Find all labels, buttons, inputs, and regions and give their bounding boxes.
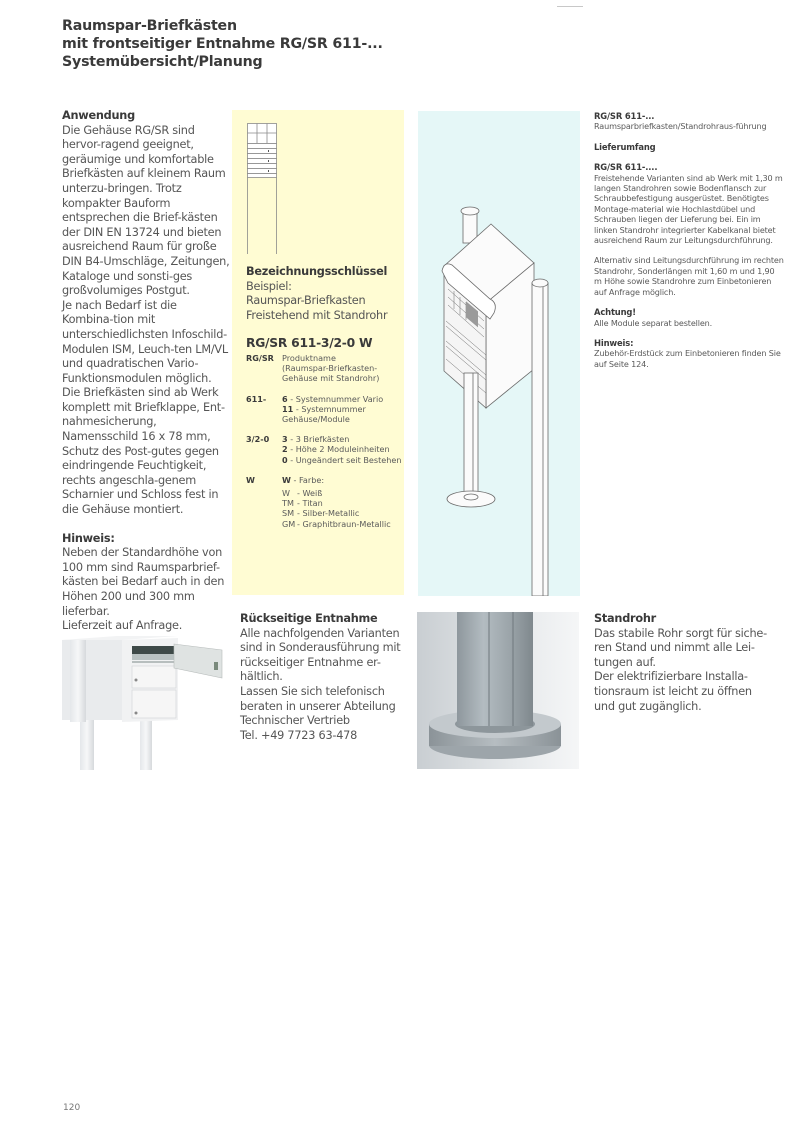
standrohr-section bbox=[594, 612, 774, 714]
example-label: Beispiel: bbox=[246, 279, 292, 293]
hinweis-paragraph: Lieferzeit auf Anfrage. bbox=[62, 619, 183, 633]
lieferumfang-text: Freistehende Varianten sind ab Werk mit 1,30 m langen Standrohren sowie Bodenflansch zur Schraubbefestigung ausgerüstet. Benötigtes Montage-material wie Hochlastdübel und Schrauben liegen der Lieferung bei. Ein im linken Standrohr integrierter Kabelkanal bietet ausreichend Raum zur Leitungsdurchführung. bbox=[594, 172, 783, 246]
anwendung-heading: Anwendung bbox=[62, 109, 135, 122]
anwendung-paragraph: Die Gehäuse RG/SR sind hervor-ragend geeignet, geräumige und komfortable Briefkästen auf kleinem Raum unterzu-bringen. Trotz kompakter Bauform entsprechen die Brief-kästen der DIN EN 13724 und bieten ausreichend Raum für große DIN B4-Umschläge, Zeitungen, Kataloge und sonsti-ges großvolumiges Postgut. bbox=[62, 123, 230, 298]
designation-key-heading: Bezeichnungsschlüssel bbox=[246, 265, 388, 278]
color-code: W bbox=[282, 488, 291, 499]
code-line bbox=[282, 394, 406, 404]
code-digit: W bbox=[282, 474, 291, 485]
phone-number: Tel. +49 7723 63-478 bbox=[240, 728, 358, 742]
standrohr-paragraph: Das stabile Rohr sorgt für siche-ren Stand und nimmt alle Lei-tungen auf. bbox=[594, 626, 767, 669]
color-option bbox=[282, 519, 406, 529]
product-info-section bbox=[594, 111, 784, 369]
rueckseitig-section bbox=[240, 612, 410, 743]
code-text: - Farbe: bbox=[290, 474, 325, 485]
code-line bbox=[282, 404, 406, 414]
anwendung-paragraph: Je nach Bedarf ist die Kombina-tion mit unterschiedlichsten Infoschild-Modulen ISM, Leuch-ten LM/VL und quadratischen Vario-Funktionsmodulen möglich. bbox=[62, 298, 228, 385]
lieferumfang-code: RG/SR 611-.... bbox=[594, 162, 658, 173]
rueckseitig-heading: Rückseitige Entnahme bbox=[240, 612, 378, 625]
rueckseitig-paragraph: Alle nachfolgenden Varianten sind in Sonderausführung mit rückseitiger Entnahme er-hältlich. bbox=[240, 626, 401, 684]
code-digit: 3 bbox=[282, 434, 288, 445]
standpipe-photo bbox=[417, 612, 579, 769]
code-text: - Höhe 2 Moduleinheiten bbox=[287, 444, 390, 455]
code-key: 611- bbox=[246, 393, 267, 404]
code-line: (Raumspar-Briefkasten- bbox=[282, 363, 378, 374]
mailbox-schematic-diagram bbox=[244, 120, 278, 255]
color-code: GM bbox=[282, 518, 296, 529]
color-code: SM bbox=[282, 508, 295, 519]
code-line bbox=[282, 475, 406, 485]
product-description: Raumsparbriefkasten/Standrohraus-führung bbox=[594, 121, 767, 132]
code-digit: 0 bbox=[282, 454, 288, 465]
crop-mark bbox=[557, 6, 583, 7]
color-name: - Graphitbraun-Metallic bbox=[297, 518, 391, 529]
code-description bbox=[282, 475, 406, 485]
code-digit: 2 bbox=[282, 444, 288, 455]
code-line: Gehäuse mit Standrohr) bbox=[282, 373, 380, 384]
achtung-heading: Achtung! bbox=[594, 307, 636, 318]
code-description bbox=[282, 434, 406, 465]
code-text: - Systemnummer Vario bbox=[287, 393, 384, 404]
alternativ-text: Alternativ sind Leitungsdurchführung im rechten Standrohr, Sonderlängen mit 1,60 m und 1,90 m Höhe sowie Standrohre zum Einbetonieren auf Anfrage möglich. bbox=[594, 255, 784, 297]
code-line: Gehäuse/Module bbox=[282, 414, 350, 425]
code-row bbox=[246, 475, 406, 485]
code-text: - Systemnummer bbox=[293, 403, 366, 414]
code-line bbox=[282, 455, 406, 465]
example-line: Freistehend mit Standrohr bbox=[246, 308, 388, 322]
hinweis-paragraph: Neben der Standardhöhe von 100 mm sind Raumsparbrief-kästen bei Bedarf auch in den Höhen 200 und 300 mm lieferbar. bbox=[62, 546, 225, 618]
code-digit: 6 bbox=[282, 393, 288, 404]
standrohr-paragraph: Der elektrifizierbare Installa-tionsraum ist leicht zu öffnen und gut zugänglich. bbox=[594, 670, 752, 713]
color-name: - Weiß bbox=[297, 488, 323, 499]
example-code: RG/SR 611-3/2-0 W bbox=[246, 336, 373, 351]
code-text: - 3 Briefkästen bbox=[287, 434, 350, 445]
title-line-3: Systemübersicht/Planung bbox=[62, 54, 263, 70]
code-digit: 11 bbox=[282, 403, 294, 414]
product-heading: RG/SR 611-... bbox=[594, 111, 655, 121]
code-line bbox=[282, 434, 406, 444]
code-text: - Ungeändert seit Bestehen bbox=[287, 454, 402, 465]
code-row bbox=[246, 434, 406, 465]
rueckseitig-paragraph: Lassen Sie sich telefonisch beraten in unserer Abteilung Technischer Vertrieb bbox=[240, 684, 396, 728]
standrohr-heading: Standrohr bbox=[594, 612, 656, 625]
hinweis-text: Zubehör-Erdstück zum Einbetonieren finden Sie auf Seite 124. bbox=[594, 348, 781, 369]
code-key: W bbox=[246, 474, 255, 485]
lieferumfang-heading: Lieferumfang bbox=[594, 141, 656, 152]
hinweis-heading: Hinweis: bbox=[594, 337, 634, 348]
color-name: - Titan bbox=[297, 498, 323, 509]
code-description bbox=[282, 394, 406, 425]
code-panel-header bbox=[246, 265, 406, 351]
rear-access-mailbox-photo bbox=[62, 610, 232, 770]
anwendung-section bbox=[62, 109, 230, 634]
code-description bbox=[282, 353, 406, 384]
code-table bbox=[246, 353, 406, 529]
color-option bbox=[282, 488, 406, 498]
title-line-2: mit frontseitiger Entnahme RG/SR 611-... bbox=[62, 36, 383, 52]
hinweis-heading: Hinweis: bbox=[62, 531, 115, 545]
color-code: TM bbox=[282, 498, 294, 509]
achtung-text: Alle Module separat bestellen. bbox=[594, 317, 713, 328]
page-number: 120 bbox=[63, 1103, 81, 1113]
color-option bbox=[282, 498, 406, 508]
code-row bbox=[246, 353, 406, 384]
freestanding-mailbox-drawing bbox=[418, 111, 580, 596]
color-list bbox=[282, 488, 406, 529]
code-key: RG/SR bbox=[246, 353, 274, 363]
code-row bbox=[246, 394, 406, 425]
color-name: - Silber-Metallic bbox=[297, 508, 360, 519]
code-line: Produktname bbox=[282, 353, 336, 363]
example-line: Raumspar-Briefkasten bbox=[246, 294, 366, 308]
page-title bbox=[62, 17, 383, 71]
code-line bbox=[282, 444, 406, 454]
code-key: 3/2-0 bbox=[246, 434, 270, 445]
color-option bbox=[282, 508, 406, 518]
title-line-1: Raumspar-Briefkästen bbox=[62, 18, 237, 34]
anwendung-paragraph: Die Briefkästen sind ab Werk komplett mit Briefklappe, Ent-nahmesicherung, Namensschild 16 x 78 mm, Schutz des Post-gutes gegen eindringende Feuchtigkeit, rechts angeschla-genem Scharnier und Schloss fest in die Gehäuse montiert. bbox=[62, 386, 225, 517]
